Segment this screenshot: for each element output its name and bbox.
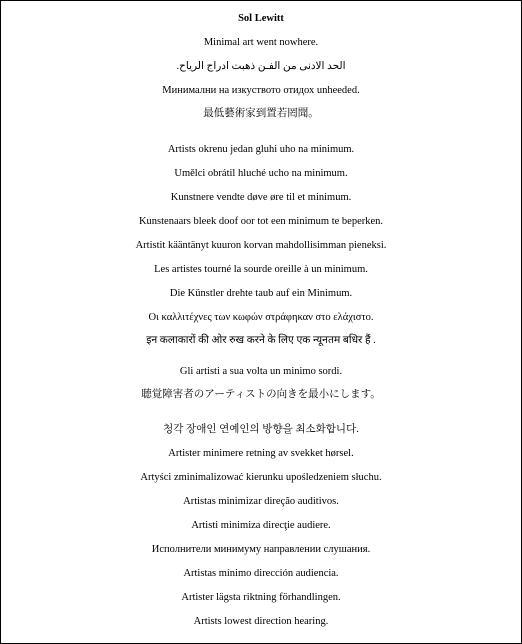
poem-line-bulgarian: Минимални на изкуството отидох unheeded.: [162, 85, 360, 96]
poem-line-korean: 청각 장애인 연예인의 방향을 최소화합니다.: [163, 424, 359, 435]
poem-line-croatian: Artists okrenu jedan gluhi uho na minimum.: [167, 144, 355, 155]
poem-line-dutch: Kunstenaars bleek doof oor tot een minimum te beperken.: [138, 216, 384, 227]
poem-line-arabic: الحد الادنى من الفـن ذهبت ادراج الرياح.: [176, 61, 346, 72]
poem-line-swedish: Artister lägsta riktning förhandlingen.: [181, 592, 341, 603]
poem-line-french: Les artistes tourné la sourde oreille à un minimum.: [154, 264, 368, 275]
poem-line-english: Minimal art went nowhere.: [203, 37, 319, 48]
poem-line-norwegian: Artister minimere retning av svekket hørsel.: [168, 448, 354, 459]
poem-line-portuguese: Artistas minimizar direção auditivos.: [183, 496, 339, 507]
poem-line-polish: Artyści zminimalizować kierunku upośledzeniem słuchu.: [140, 472, 382, 483]
poem-line-romanian: Artisti minimiza direcţie audiere.: [191, 520, 331, 531]
poem-line-spanish: Artistas mínimo dirección audiencia.: [183, 568, 339, 579]
poem-line-english-final: Artists lowest direction hearing.: [193, 616, 329, 627]
poem-line-finnish: Artistit kääntänyt kuuron korvan mahdollisimman pieneksi.: [135, 240, 387, 251]
poem-line-chinese: 最低藝術家到置若罔聞。: [203, 108, 319, 119]
poem-line-japanese: 聴覚障害者のアーティストの向きを最小にします。: [141, 389, 381, 400]
poem-title: Sol Lewitt: [238, 13, 284, 24]
poem-line-german: Die Künstler drehte taub auf ein Minimum.: [169, 288, 353, 299]
poem-line-czech: Umělci obrátil hluché ucho na minimum.: [174, 168, 348, 179]
poem-line-hindi: इन कलाकारों की ओर रुख करने के लिए एक न्यूनतम बधिर हैं .: [146, 335, 376, 346]
poem-line-greek: Οι καλλιτέχνες των κωφών στράφηκαν στο ελάχιστο.: [148, 312, 374, 323]
poem-line-italian: Gli artisti a sua volta un minimo sordi.: [179, 366, 343, 377]
poem-line-danish: Kunstnere vendte døve øre til et minimum.: [170, 192, 352, 203]
poem-line-russian: Исполнители минимуму направлении слушания.: [151, 544, 371, 555]
